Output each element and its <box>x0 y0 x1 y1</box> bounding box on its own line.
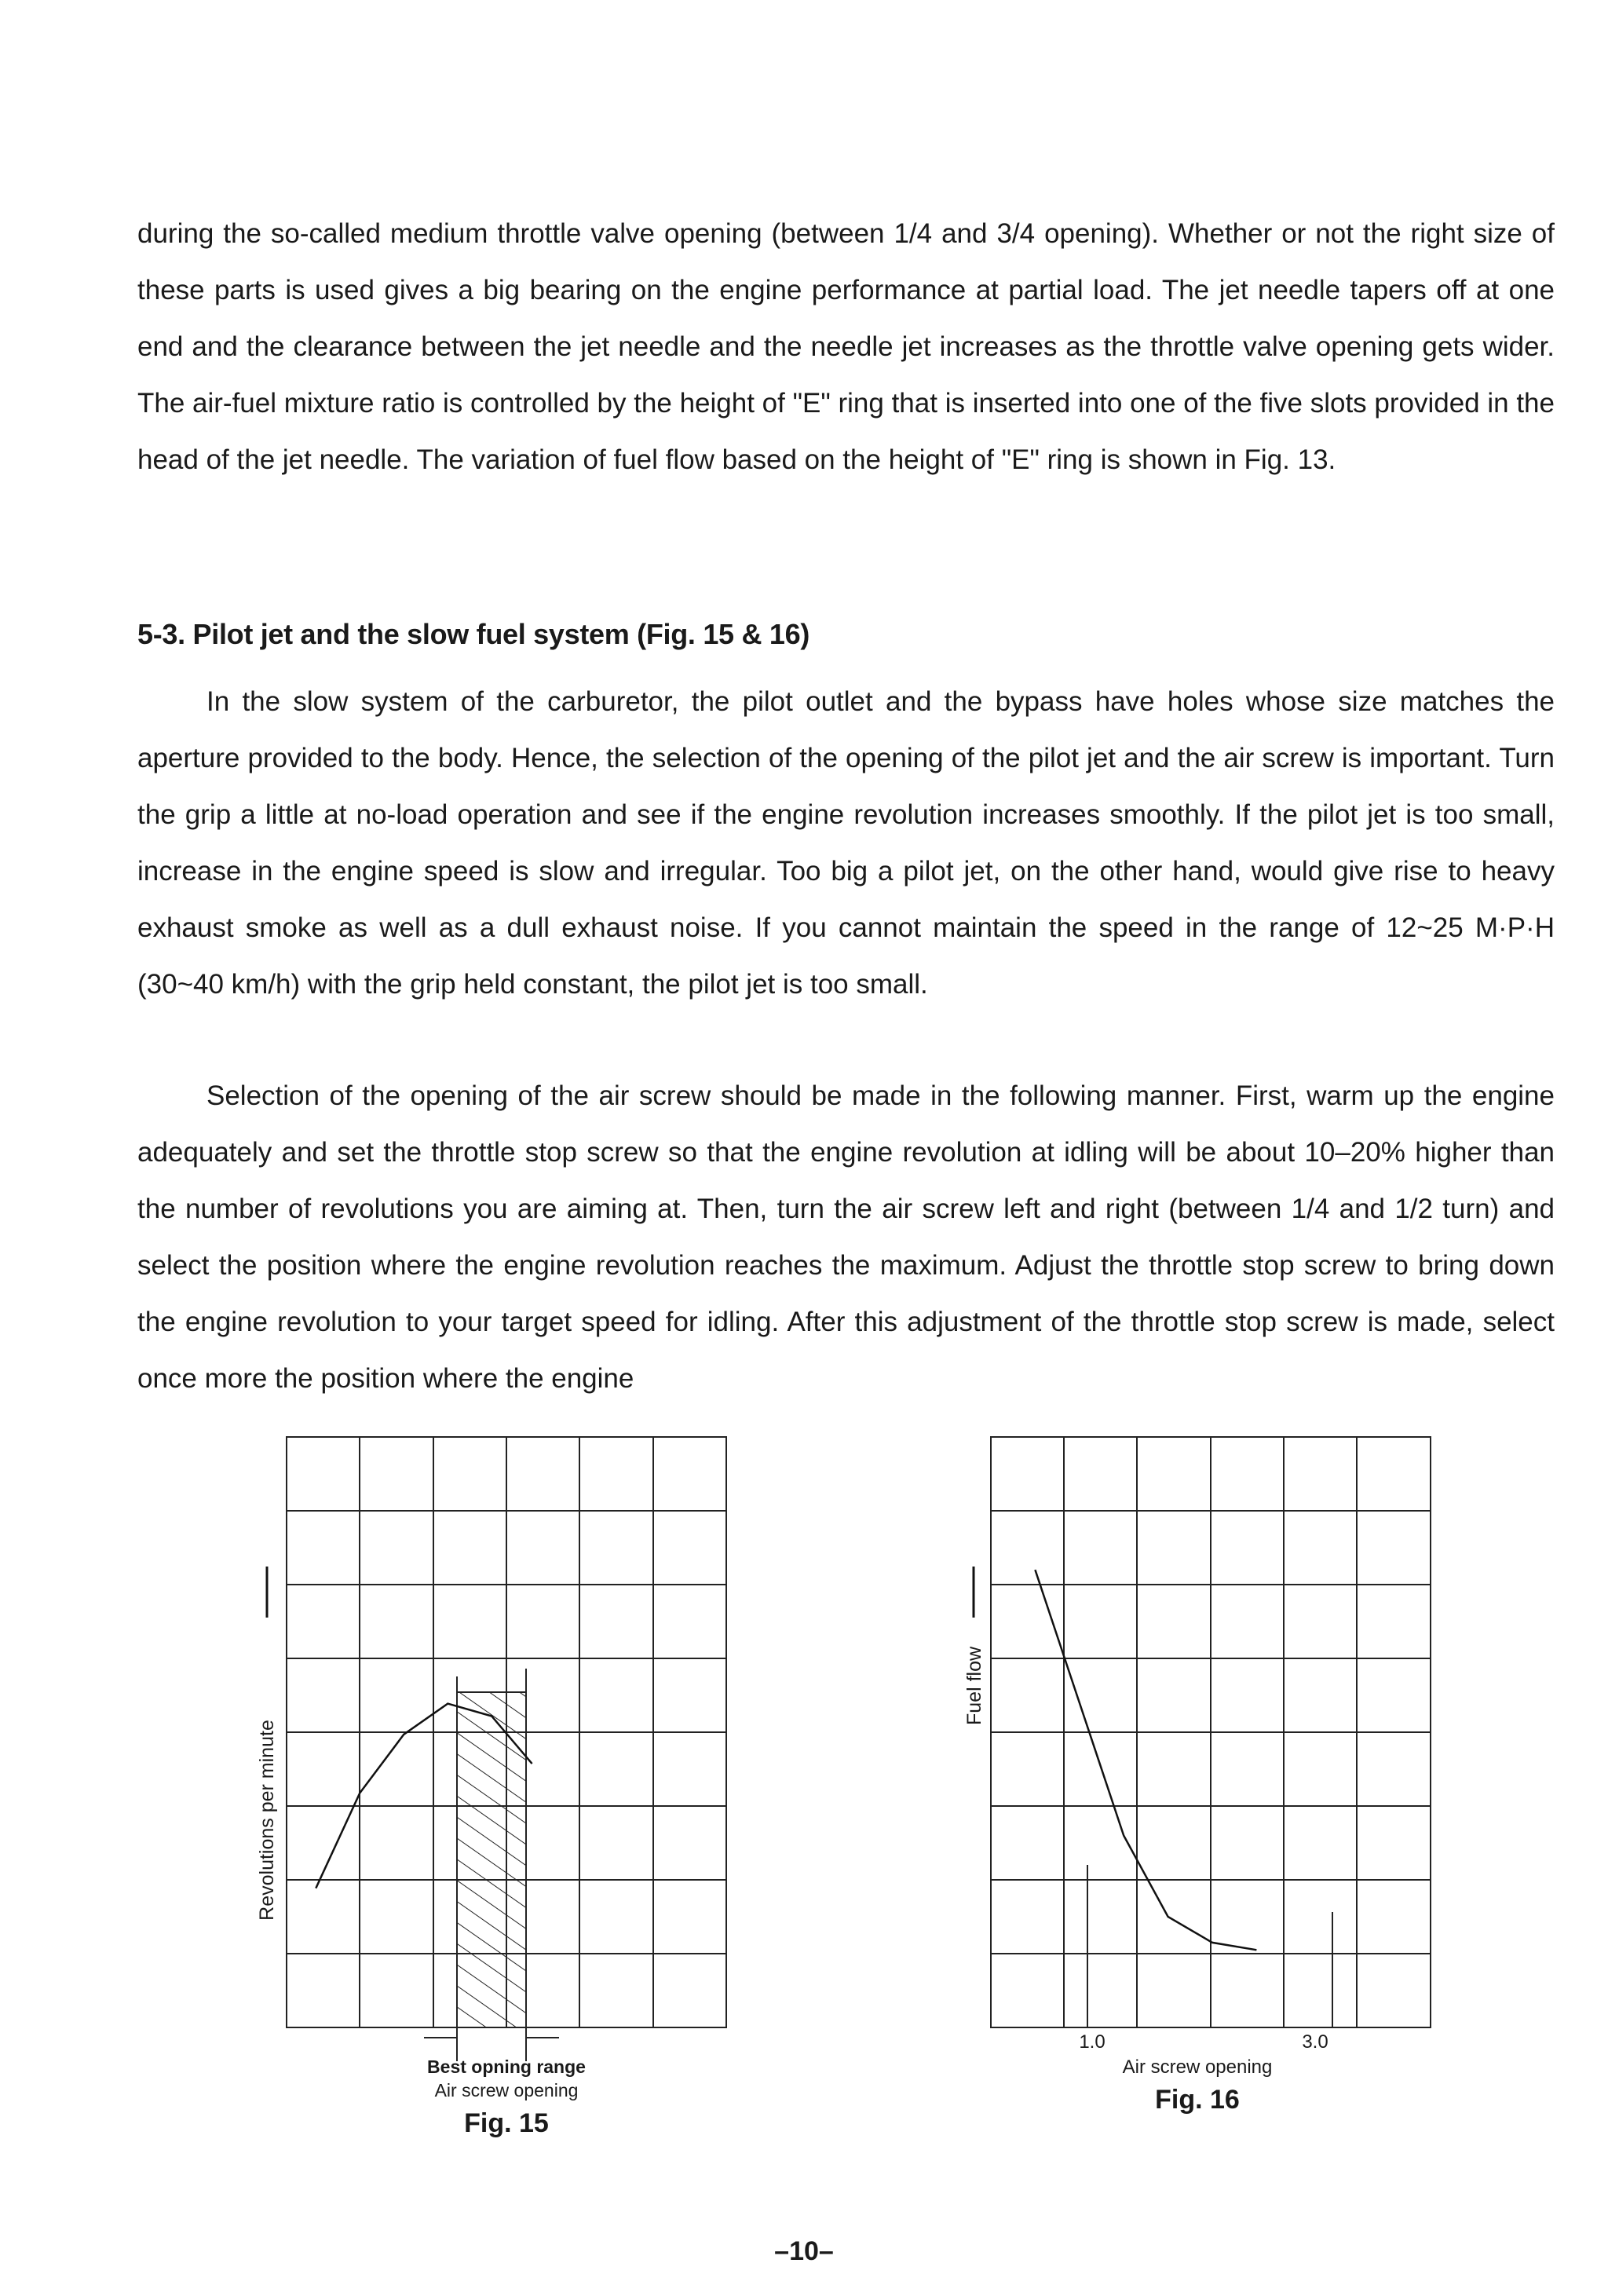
fig15-caption: Fig. 15 <box>464 2108 549 2138</box>
paragraph-medium-throttle: during the so-called medium throttle valve opening (between 1/4 and 3/4 opening). Whether or not the right size of these parts is used gives a big bearing on the engine performance at partial load. The jet needle tapers off at one end and the clearance between the jet needle and the needle jet increases as the throttle valve opening gets wider. The air-fuel mixture ratio is controlled by the height of "E" ring that is inserted into one of the five slots provided in the head of the jet needle. The variation of fuel flow based on the height of "E" ring is shown in Fig. 13. <box>137 218 1555 475</box>
fig15-xlabel: Air screw opening <box>434 2080 579 2100</box>
section-heading-5-3: 5-3. Pilot jet and the slow fuel system (Fig. 15 & 16) <box>137 618 810 650</box>
fig16-tick-3: 3.0 <box>1302 2031 1328 2053</box>
fig16-chart <box>938 1409 1456 2132</box>
fig15-best-range-hatch <box>457 1692 526 2027</box>
fig15-ylabel: Revolutions per minute <box>256 1720 278 1921</box>
fig15-range-label: Best opning range <box>427 2057 586 2077</box>
fig15-chart <box>236 1409 754 2148</box>
fig16-curve <box>1035 1570 1256 1950</box>
fig16-ylabel: Fuel flow <box>963 1646 985 1726</box>
paragraph-slow-system: In the slow system of the carburetor, the pilot outlet and the bypass have holes whose size matches the aperture provided to the body. Hence, the selection of the opening of the pilot jet and the air screw is important. Turn the grip a little at no-load operation and see if the engine revolution increases smoothly. If the pilot jet is too small, increase in the engine speed is slow and irregular. Too big a pilot jet, on the other hand, would give rise to heavy exhaust smoke as well as a dull exhaust noise. If you cannot maintain the speed in the range of 12~25 M·P·H (30~40 km/h) with the grip held constant, the pilot jet is too small. <box>137 686 1555 1000</box>
fig16-grid <box>991 1437 1431 2027</box>
page-number: –10– <box>774 2236 834 2266</box>
fig16-caption: Fig. 16 <box>1155 2085 1240 2115</box>
fig16-tick-1: 1.0 <box>1079 2031 1106 2053</box>
paragraph-air-screw-selection: Selection of the opening of the air screw should be made in the following manner. First, warm up the engine adequately and set the throttle stop screw so that the engine revolution at idling will be about 10–20% higher than the number of revolutions you are aiming at. Then, turn the air screw left and right (between 1/4 and 1/2 turn) and select the position where the engine revolution reaches the maximum. Adjust the throttle stop screw to bring down the engine revolution to your target speed for idling. After this adjustment of the throttle stop screw is made, select once more the position where the engine <box>137 1080 1555 1394</box>
fig16-xlabel: Air screw opening <box>1122 2057 1273 2078</box>
